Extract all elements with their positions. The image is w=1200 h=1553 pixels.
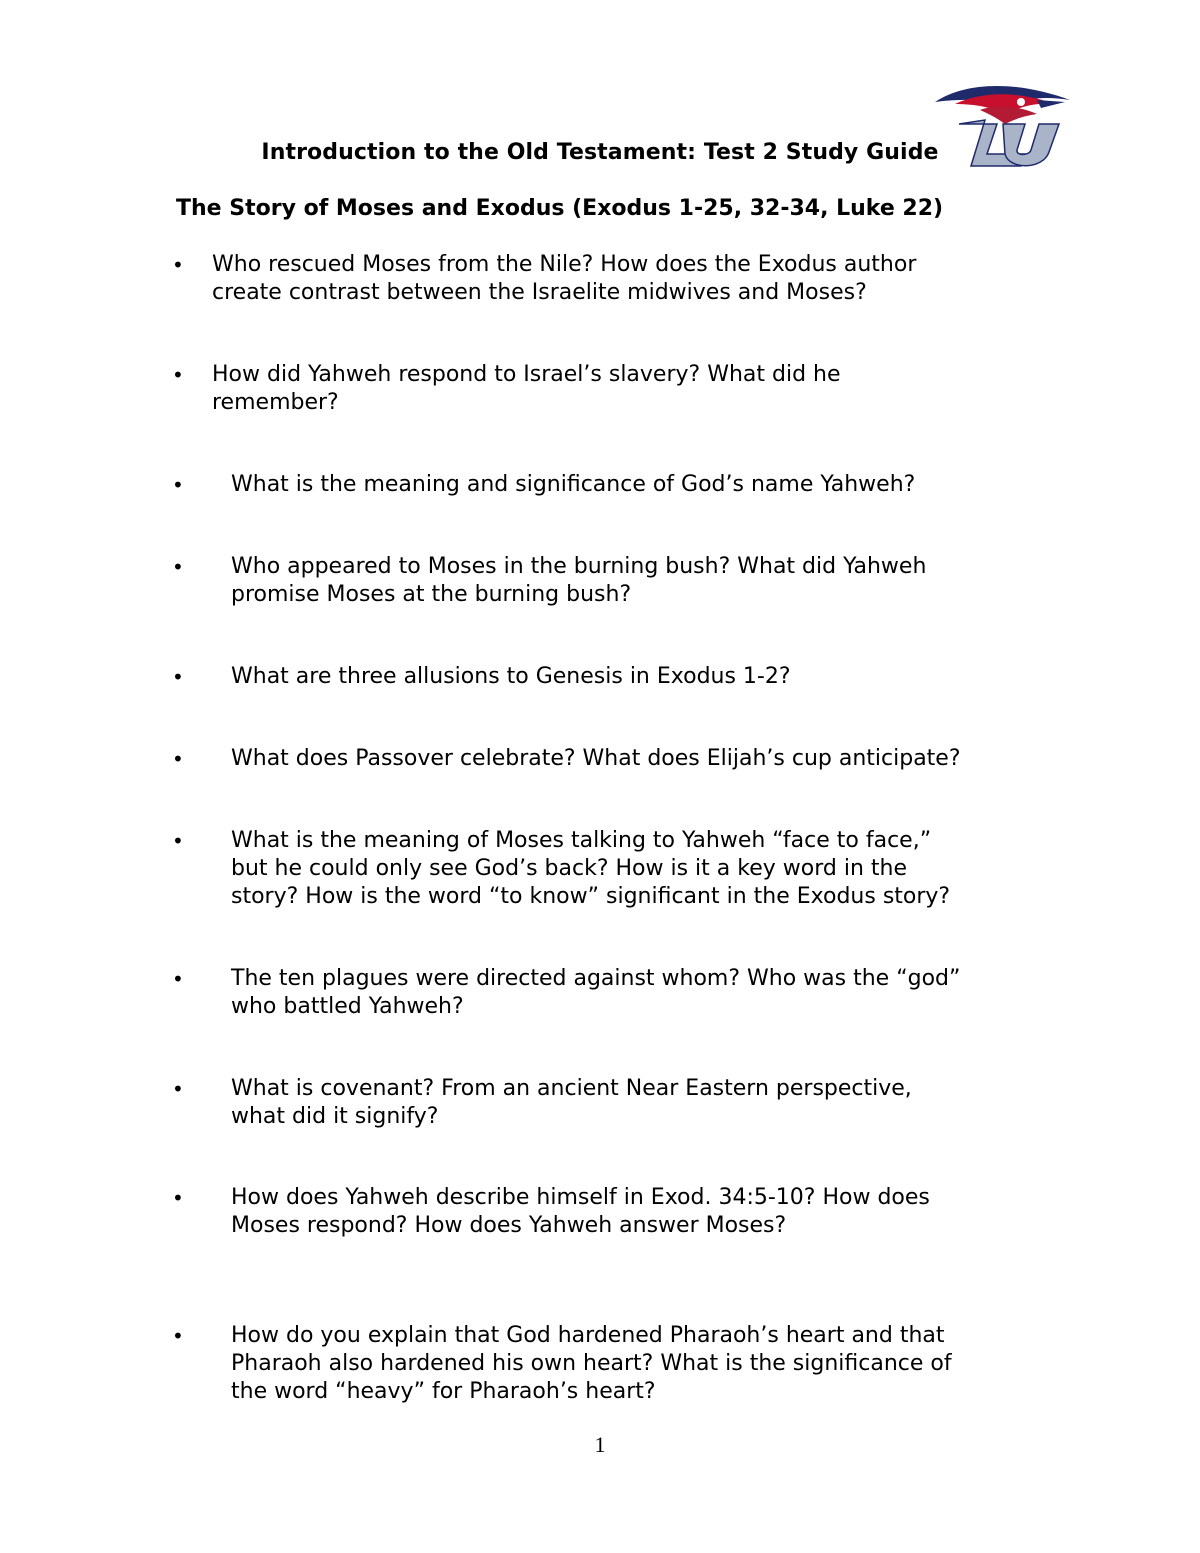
bullet: •: [172, 967, 184, 991]
bullet: •: [172, 1077, 184, 1101]
section-heading: The Story of Moses and Exodus (Exodus 1-25, 32-34, Luke 22): [176, 196, 944, 221]
question-text: What does Passover celebrate? What does Elijah’s cup anticipate?: [231, 746, 961, 771]
question-text: How did Yahweh respond to Israel’s slavery? What did he remember?: [212, 362, 841, 415]
question-text: How does Yahweh describe himself in Exod. 34:5-10? How does Moses respond? How does Yahweh answer Moses?: [231, 1185, 930, 1238]
question-text: The ten plagues were directed against whom? Who was the “god” who battled Yahweh?: [231, 966, 961, 1019]
bullet: •: [172, 747, 184, 771]
question-text: Who rescued Moses from the Nile? How does the Exodus author create contrast between the Israelite midwives and Moses?: [212, 252, 917, 305]
question-text: What is covenant? From an ancient Near Eastern perspective, what did it signify?: [231, 1076, 912, 1129]
question-text: How do you explain that God hardened Pharaoh’s heart and that Pharaoh also hardened his own heart? What is the significance of the word “heavy” for Pharaoh’s heart?: [231, 1323, 952, 1404]
bullet: •: [172, 253, 184, 277]
bullet: •: [172, 1324, 184, 1348]
bullet: •: [172, 555, 184, 579]
page-number: 1: [594, 1432, 606, 1457]
page-title: Introduction to the Old Testament: Test 2 Study Guide: [261, 140, 939, 165]
bullet: •: [172, 473, 184, 497]
bullet: •: [172, 665, 184, 689]
bullet: •: [172, 829, 184, 853]
bullet: •: [172, 1186, 184, 1210]
bullet: •: [172, 363, 184, 387]
question-text: What are three allusions to Genesis in Exodus 1-2?: [231, 664, 791, 689]
question-text: What is the meaning and significance of God’s name Yahweh?: [231, 472, 916, 497]
question-text: What is the meaning of Moses talking to Yahweh “face to face,” but he could only see God’s back? How is it a key word in the story? How is the word “to know” significant in the Exodus story?: [231, 828, 951, 909]
logo-letters: LU: [926, 81, 928, 82]
question-text: Who appeared to Moses in the burning bush? What did Yahweh promise Moses at the burning bush?: [231, 554, 927, 607]
